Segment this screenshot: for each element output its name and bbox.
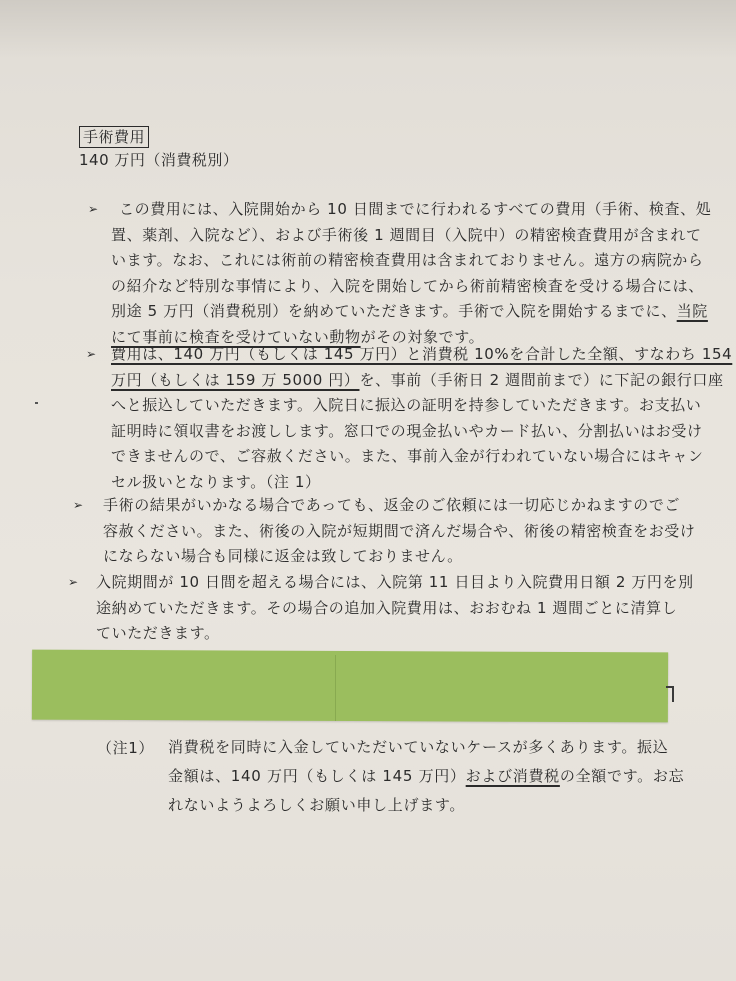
note-body bbox=[168, 733, 684, 820]
sticky-note-seam bbox=[335, 655, 336, 721]
sticky-note-redaction bbox=[32, 650, 668, 723]
bullet-line: できませんので、ご容赦ください。また、事前入金が行われていない場合にはキャン bbox=[111, 447, 704, 465]
underlined-text: 費用は、140 万円（もしくは 145 万円）と消費税 10%を合計した全額、すなわち 154 bbox=[111, 345, 733, 363]
bullet-marker-icon: ➢ bbox=[88, 202, 99, 216]
bullet-line: へと振込していただきます。入院日に振込の証明を持参していただきます。お支払い bbox=[111, 396, 702, 414]
note-line: れないようよろしくお願い申し上げます。 bbox=[168, 796, 466, 814]
bullet-line: セル扱いとなります。（注 1） bbox=[111, 472, 321, 491]
bullet-line: 証明時に領収書をお渡しします。窓口での現金払いやカード払い、分割払いはお受け bbox=[111, 421, 703, 440]
price-line: 140 万円（消費税別） bbox=[79, 151, 239, 169]
bullet-item-1 bbox=[111, 197, 712, 350]
note-text: 金額は、140 万円（もしくは 145 万円） bbox=[168, 767, 466, 785]
bullet-text: 別途 5 万円（消費税別）を納めていただきます。手術で入院を開始するまでに、 bbox=[111, 302, 677, 320]
bullet-item-2 bbox=[111, 342, 732, 495]
bullet-line: 置、薬剤、入院など）、および手術後 1 週間目（入院中）の精密検査費用が含まれて bbox=[111, 225, 702, 244]
underlined-text: にて事前に検査を受けていない動物 bbox=[111, 327, 361, 346]
note-text: の全額です。お忘 bbox=[559, 767, 685, 785]
bullet-line: います。なお、これには術前の精密検査費用は含まれておりません。遠方の病院から bbox=[111, 251, 704, 269]
bullet-item-4 bbox=[96, 570, 694, 647]
bullet-marker-icon: ➢ bbox=[73, 498, 84, 512]
bullet-line: 手術の結果がいかなる場合であっても、返金のご依頼には一切応じかねますのでご bbox=[103, 496, 681, 514]
underlined-text: 万円（もしくは 159 万 5000 円） bbox=[111, 370, 360, 389]
bullet-text: がその対象です。 bbox=[360, 327, 485, 346]
bullet-line: この費用には、入院開始から 10 日間までに行われるすべての費用（手術、検査、処 bbox=[119, 200, 712, 218]
bullet-marker-icon: ➢ bbox=[68, 575, 79, 589]
note-line: 消費税を同時に入金していただいていないケースが多くあります。振込 bbox=[168, 738, 669, 756]
section-heading: 手術費用 bbox=[79, 126, 149, 148]
bullet-text: を、事前（手術日 2 週間前まで）に下記の銀行口座 bbox=[359, 370, 724, 389]
bullet-line: 入院期間が 10 日間を超える場合には、入院第 11 日目より入院費用日額 2 万円を別 bbox=[96, 573, 694, 591]
bullet-line: ていただきます。 bbox=[96, 624, 220, 642]
bullet-line: 途納めていただきます。その場合の追加入院費用は、おおむね 1 週間ごとに清算し bbox=[96, 598, 678, 617]
underlined-text: および消費税 bbox=[465, 767, 560, 785]
bullet-line: の紹介など特別な事情により、入院を開始してから術前精密検査を受ける場合には、 bbox=[111, 276, 704, 295]
underlined-text: 当院 bbox=[676, 302, 708, 320]
partial-glyph bbox=[666, 686, 674, 702]
bullet-line: 容赦ください。また、術後の入院が短期間で済んだ場合や、術後の精密検査をお受け bbox=[103, 521, 696, 540]
bullet-line: にならない場合も同様に返金は致しておりません。 bbox=[103, 547, 463, 565]
bullet-item-3 bbox=[103, 493, 696, 570]
paper-speck bbox=[35, 402, 38, 404]
bullet-marker-icon: ➢ bbox=[86, 347, 97, 361]
note-label: （注1） bbox=[97, 739, 154, 757]
